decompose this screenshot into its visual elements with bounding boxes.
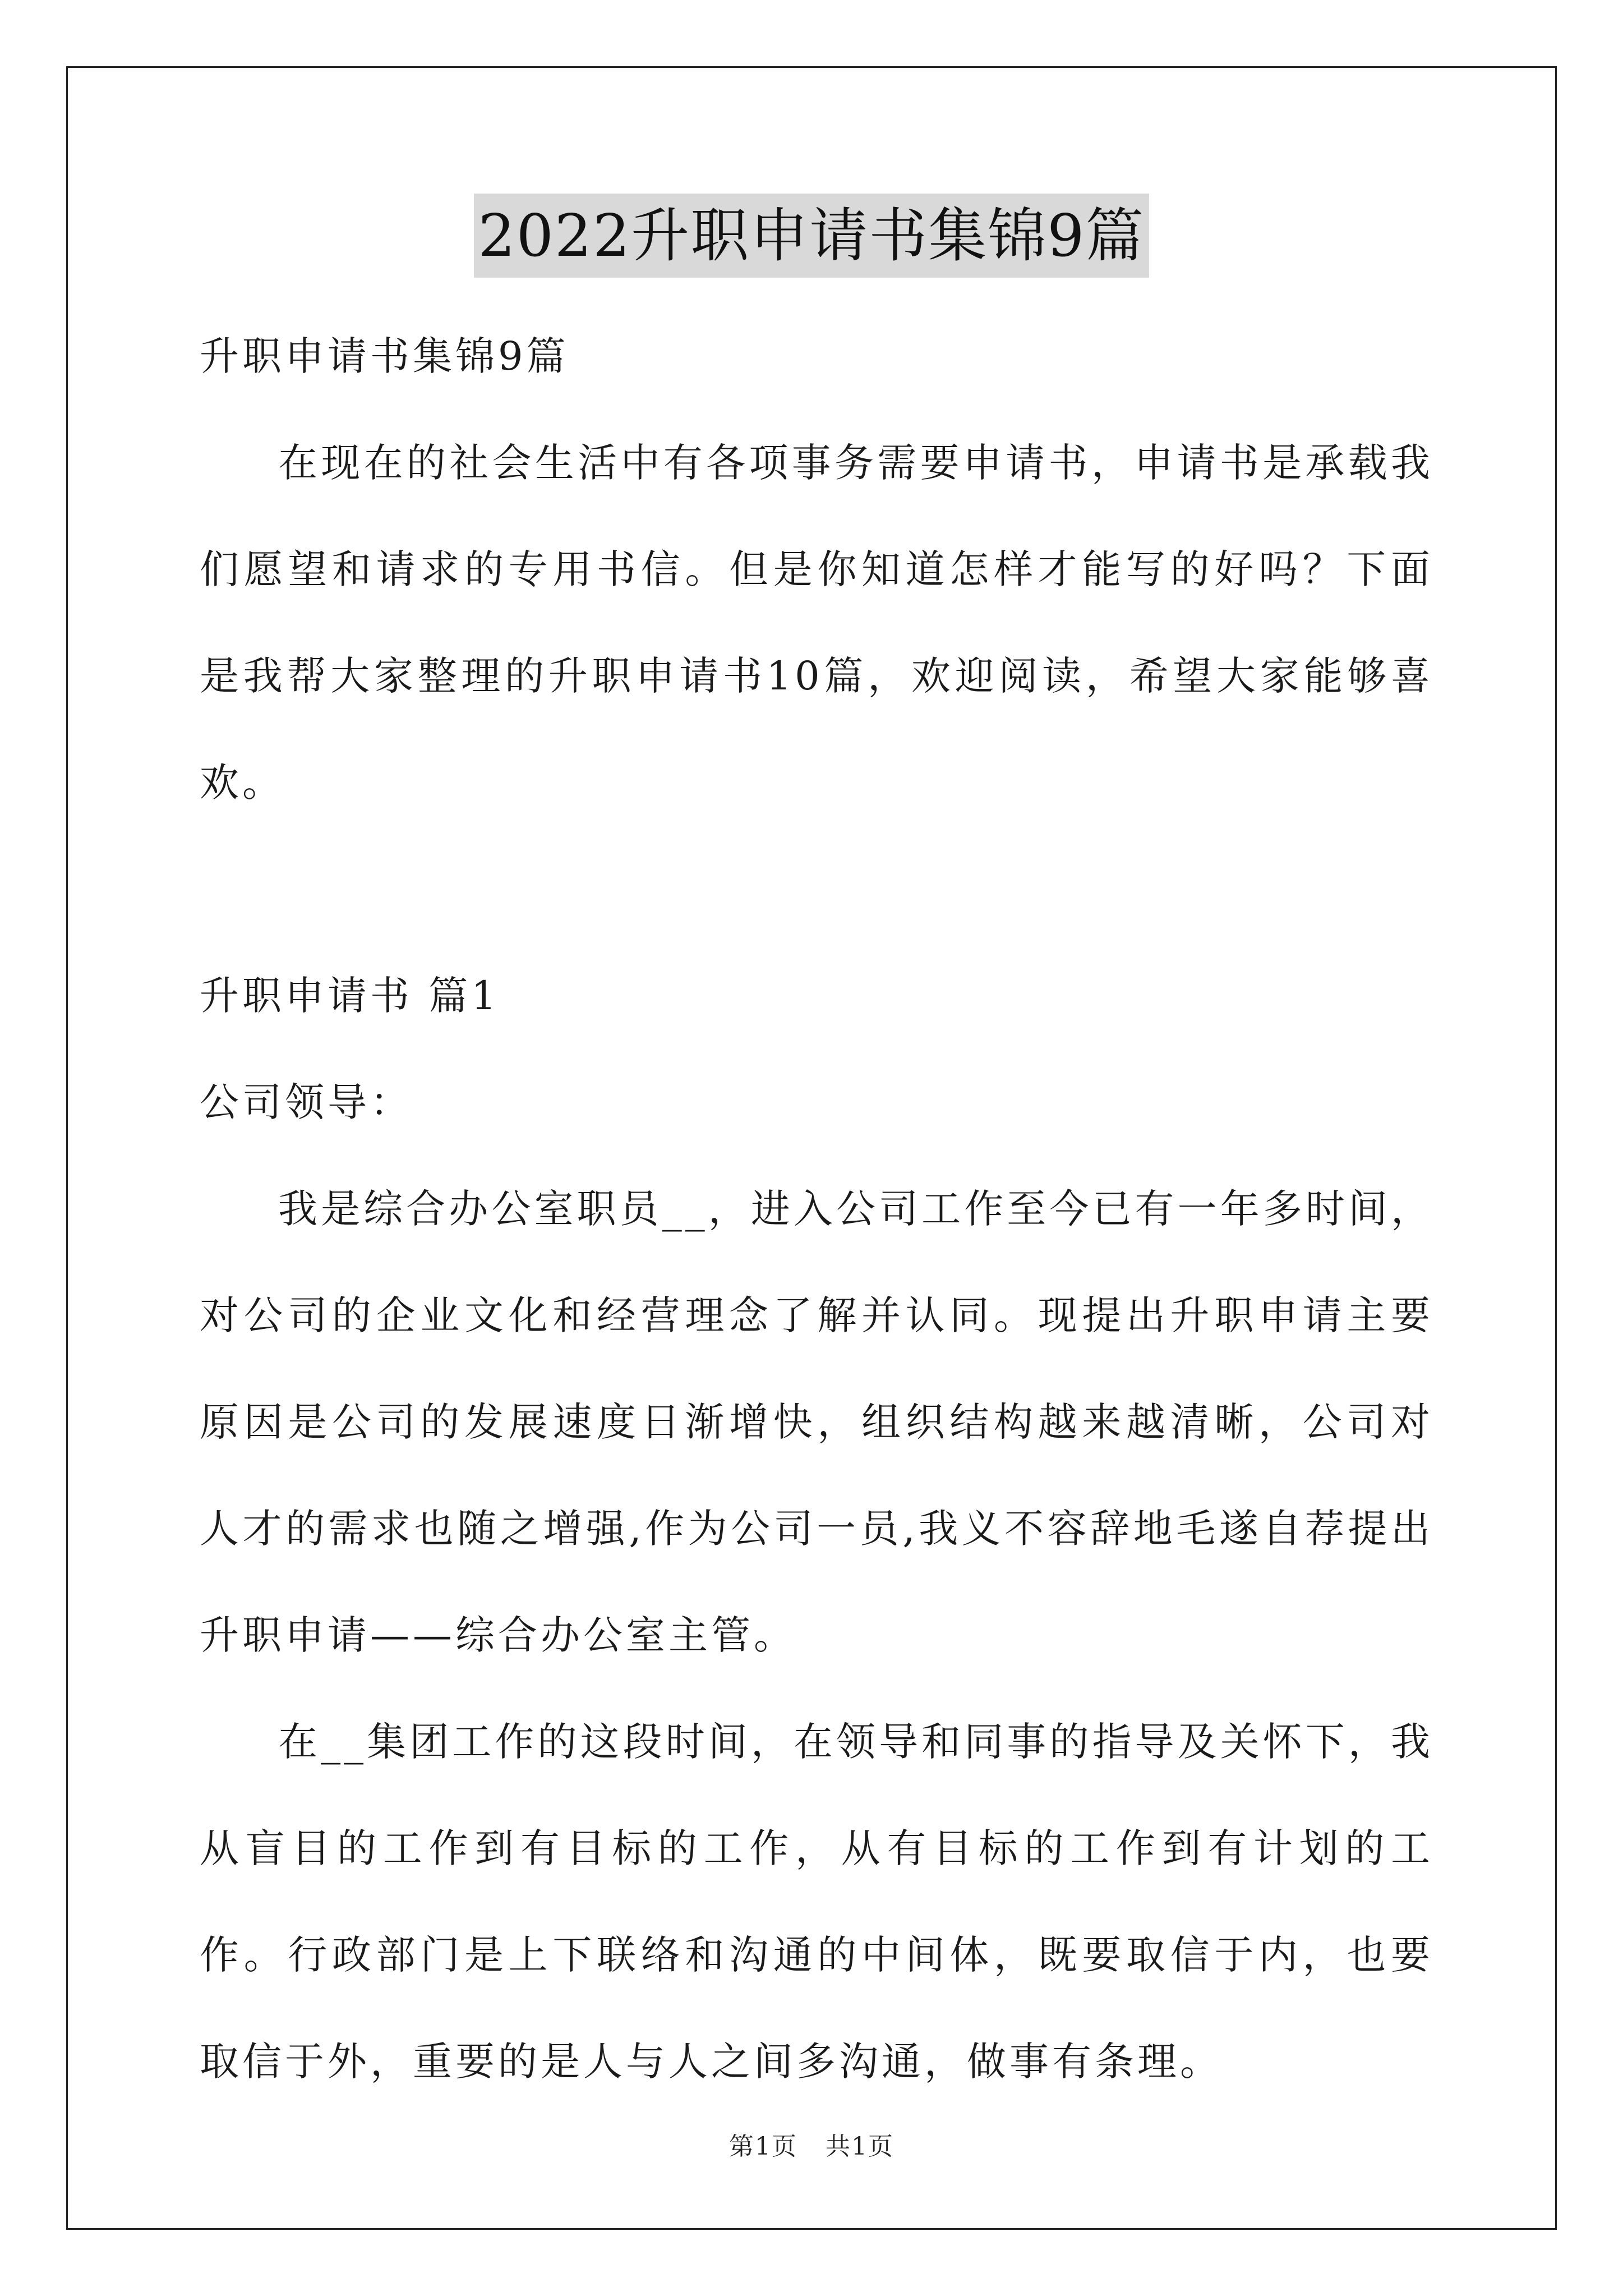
salutation: 公司领导： xyxy=(200,1079,413,1125)
document-body xyxy=(200,303,1433,2115)
body-paragraph-1: 我是综合办公室职员__，进入公司工作至今已有一年多时间，对公司的企业文化和经营理念了解并认同。现提出升职申请主要原因是公司的发展速度日渐增快，组织结构越来越清晰，公司对人才的需求也随之增强,作为公司一员,我义不容辞地毛遂自荐提出升职申请——综合办公室主管。 xyxy=(200,1186,1433,1658)
section-heading: 升职申请书 篇1 xyxy=(200,973,500,1019)
document-title: 2022升职申请书集锦9篇 xyxy=(474,194,1150,278)
page-total: 共1页 xyxy=(826,2132,894,2161)
intro-paragraph: 在现在的社会生活中有各项事务需要申请书，申请书是承载我们愿望和请求的专用书信。但是你知道怎样才能写的好吗？下面是我帮大家整理的升职申请书10篇，欢迎阅读，希望大家能够喜欢。 xyxy=(200,440,1433,806)
page-number: 第1页 xyxy=(729,2132,797,2161)
title-container xyxy=(0,194,1623,278)
page-footer xyxy=(0,2126,1623,2162)
document-subtitle: 升职申请书集锦9篇 xyxy=(200,333,569,379)
body-paragraph-2: 在__集团工作的这段时间，在领导和同事的指导及关怀下，我从盲目的工作到有目标的工作，从有目标的工作到有计划的工作。行政部门是上下联络和沟通的中间体，既要取信于内，也要取信于外，重要的是人与人之间多沟通，做事有条理。 xyxy=(200,1719,1433,2085)
section-spacer xyxy=(200,836,1433,942)
